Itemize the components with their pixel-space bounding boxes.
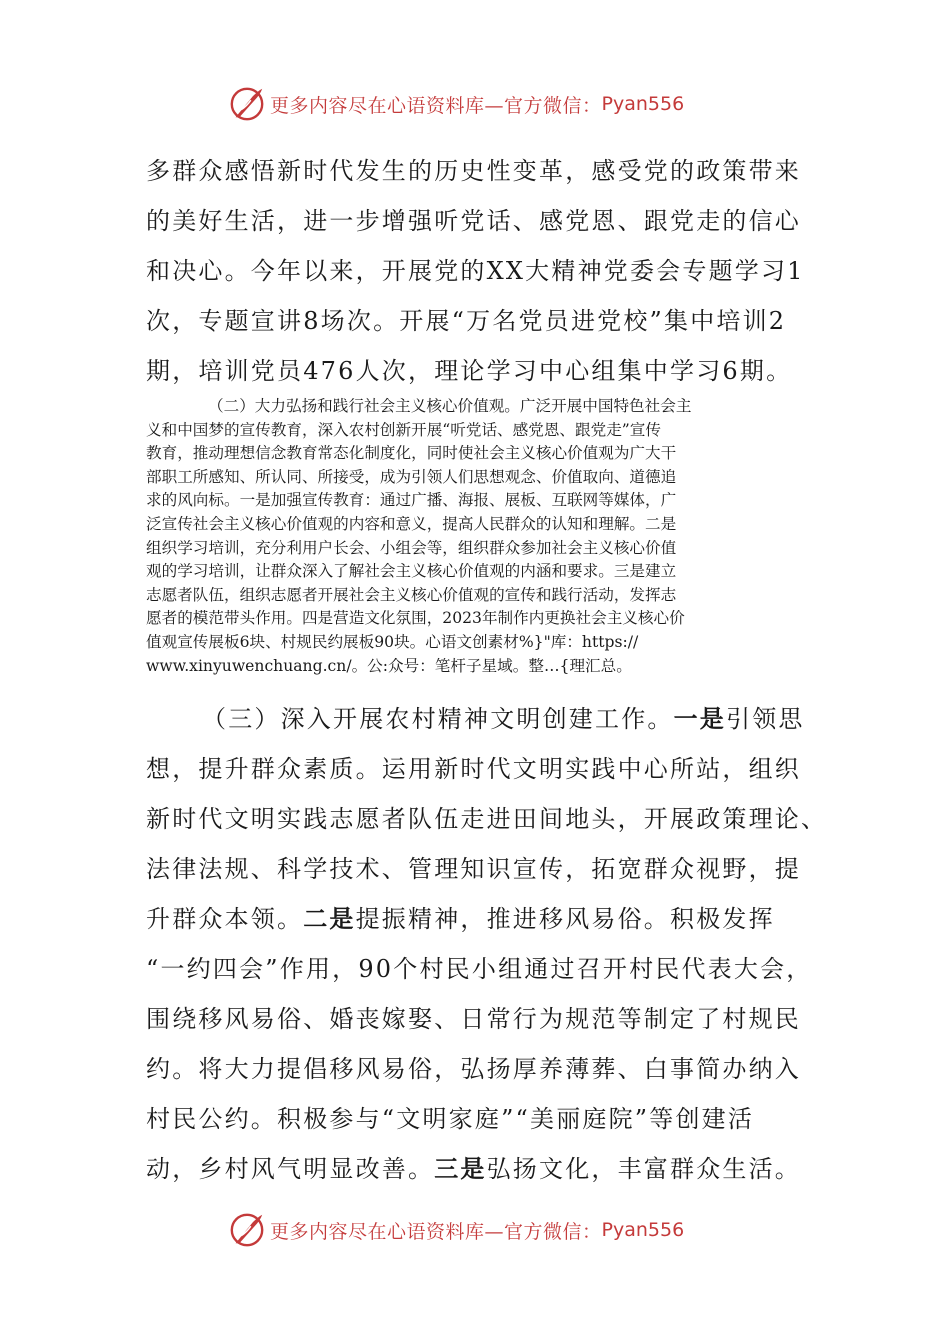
text-line: （二）大力弘扬和践行社会主义核心价值观。广泛开展中国特色社会主 (208, 397, 692, 415)
text-line: 和决心。今年以来，开展党的XX大精神党委会专题学习1 (146, 257, 805, 285)
text-line: 义和中国梦的宣传教育，深入农村创新开展“听党话、感党恩、跟党走”宣传 (146, 420, 661, 439)
text-line: （三）深入开展农村精神文明创建工作。一是引领思 (202, 704, 805, 733)
text-line: 部职工所感知、所认同、所接受，成为引领人们思想观念、价值取向、道德追 (146, 467, 677, 486)
text-line: 次，专题宣讲8场次。开展“万名党员进党校”集中培训2 (146, 307, 787, 335)
text-line: 升群众本领。二是提振精神，推进移风易俗。积极发挥 (146, 904, 775, 933)
text-line: 组织学习培训，充分利用户长会、小组会等，组织群众参加社会主义核心价值 (146, 538, 677, 557)
text-line: 想，提升群众素质。运用新时代文明实践中心所站，组织 (146, 755, 801, 783)
paragraph-intro (146, 146, 806, 396)
text-line: 泛宣传社会主义核心价值观的内容和意义，提高人民群众的认知和理解。二是 (146, 514, 677, 533)
text-line: 观的学习培训，让群众深入了解社会主义核心价值观的内涵和要求。三是建立 (146, 562, 677, 581)
text-line: 值观宣传展板6块、村规民约展板90块。心语文创素材%}"库：https:// (146, 632, 639, 651)
text-line: 的美好生活，进一步增强听党话、感党恩、跟党走的信心 (146, 207, 801, 235)
text-line: 动，乡村风气明显改善。三是弘扬文化，丰富群众生活。 (146, 1154, 802, 1183)
text-line: 愿者的模范带头作用。四是营造文化氛围，2023年制作内更换社会主义核心价 (146, 609, 685, 628)
banner-text: 更多内容尽在心语资料库—官方微信： (270, 1220, 602, 1243)
text-line: 教育，推动理想信念教育常态化制度化，同时使社会主义核心价值观为广大干 (146, 444, 677, 463)
footer-banner (228, 1210, 684, 1250)
header-banner (228, 84, 684, 124)
text-line: www.xinyuwenchuang.cn/。公:众号：笔杆子星域。整…{理汇总。 (146, 656, 632, 675)
quill-logo-icon (228, 85, 266, 123)
banner-wechat-id: Pyan556 (601, 93, 685, 115)
text-line: 围绕移风易俗、婚丧嫁娶、日常行为规范等制定了村规民 (146, 1005, 801, 1033)
text-line: 村民公约。积极参与“文明家庭”“美丽庭院”等创建活 (146, 1105, 755, 1133)
text-line: 志愿者队伍，组织志愿者开展社会主义核心价值观的宣传和践行活动，发挥志 (146, 585, 677, 604)
banner-text: 更多内容尽在心语资料库—官方微信： (270, 94, 602, 117)
text-line: 多群众感悟新时代发生的历史性变革，感受党的政策带来 (146, 157, 801, 185)
text-line: 求的风向标。一是加强宣传教育：通过广播、海报、展板、互联网等媒体，广 (146, 491, 677, 510)
text-line: 新时代文明实践志愿者队伍走进田间地头，开展政策理论、 (146, 805, 828, 833)
quill-logo-icon (228, 1211, 266, 1249)
banner-wechat-id: Pyan556 (601, 1219, 685, 1241)
paragraph-civilization (146, 694, 828, 1194)
text-line: “一约四会”作用，90个村民小组通过召开村民代表大会， (146, 955, 813, 983)
text-line: 法律法规、科学技术、管理知识宣传，拓宽群众视野，提 (146, 855, 801, 883)
paragraph-core-values (146, 395, 806, 678)
text-line: 期，培训党员476人次，理论学习中心组集中学习6期。 (146, 357, 793, 385)
text-line: 约。将大力提倡移风易俗，弘扬厚养薄葬、白事简办纳入 (146, 1055, 801, 1083)
